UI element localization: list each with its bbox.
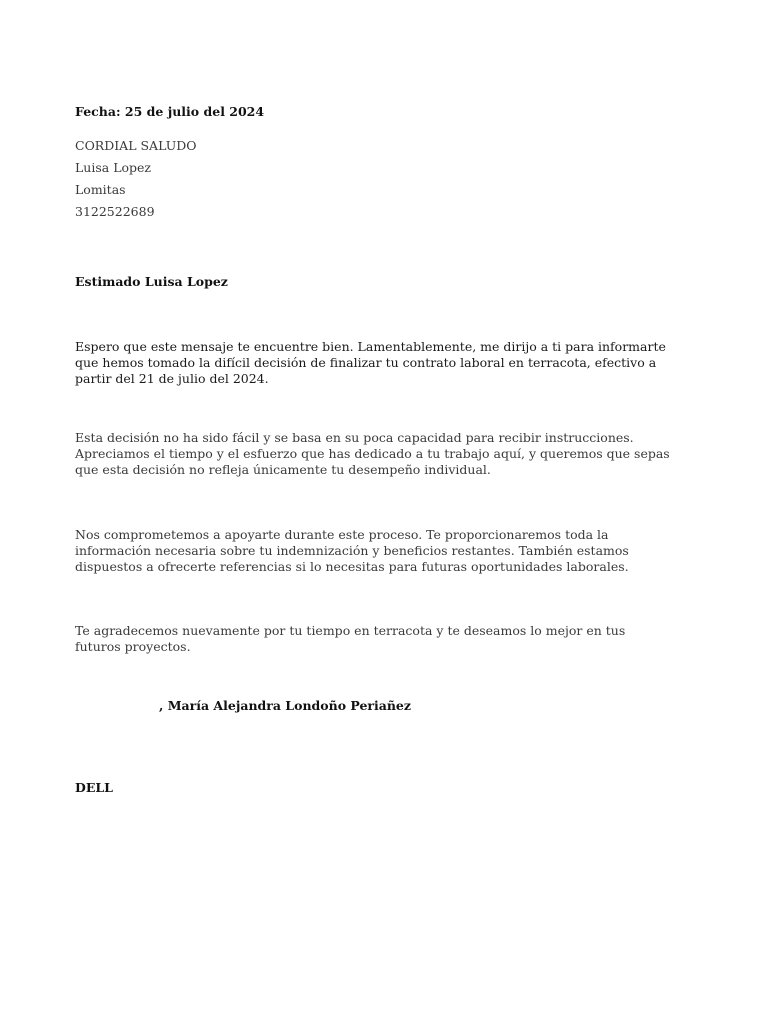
recipient-place: Lomitas — [75, 182, 126, 197]
paragraph-1: Espero que este mensaje te encuentre bien. Lamentablemente, me dirijo a ti para informarte que hemos tomado la difícil decisión de finalizar tu contrato laboral en terracota, efectivo a partir del 21 de julio del 2024. — [75, 339, 666, 386]
date-line: Fecha: 25 de julio del 2024 — [75, 104, 265, 119]
salutation: Estimado Luisa Lopez — [75, 274, 228, 289]
signature: , María Alejandra Londoño Periañez — [159, 698, 411, 713]
greeting-line: CORDIAL SALUDO — [75, 138, 197, 153]
paragraph-3: Nos comprometemos a apoyarte durante este proceso. Te proporcionaremos toda la información necesaria sobre tu indemnización y beneficios restantes. También estamos dispuestos a ofrecerte referencias si lo necesitas para futuras oportunidades laborales. — [75, 527, 629, 574]
recipient-phone: 3122522689 — [75, 204, 155, 219]
recipient-name: Luisa Lopez — [75, 160, 152, 175]
paragraph-2: Esta decisión no ha sido fácil y se basa en su poca capacidad para recibir instrucciones. Apreciamos el tiempo y el esfuerzo que has dedicado a tu trabajo aquí, y queremos que sepas que esta decisión no refleja únicamente tu desempeño individual. — [75, 430, 670, 477]
recipient-block — [75, 138, 690, 226]
company-name: DELL — [75, 780, 113, 795]
paragraph-4: Te agradecemos nuevamente por tu tiempo en terracota y te deseamos lo mejor en tus futuros proyectos. — [75, 623, 626, 654]
